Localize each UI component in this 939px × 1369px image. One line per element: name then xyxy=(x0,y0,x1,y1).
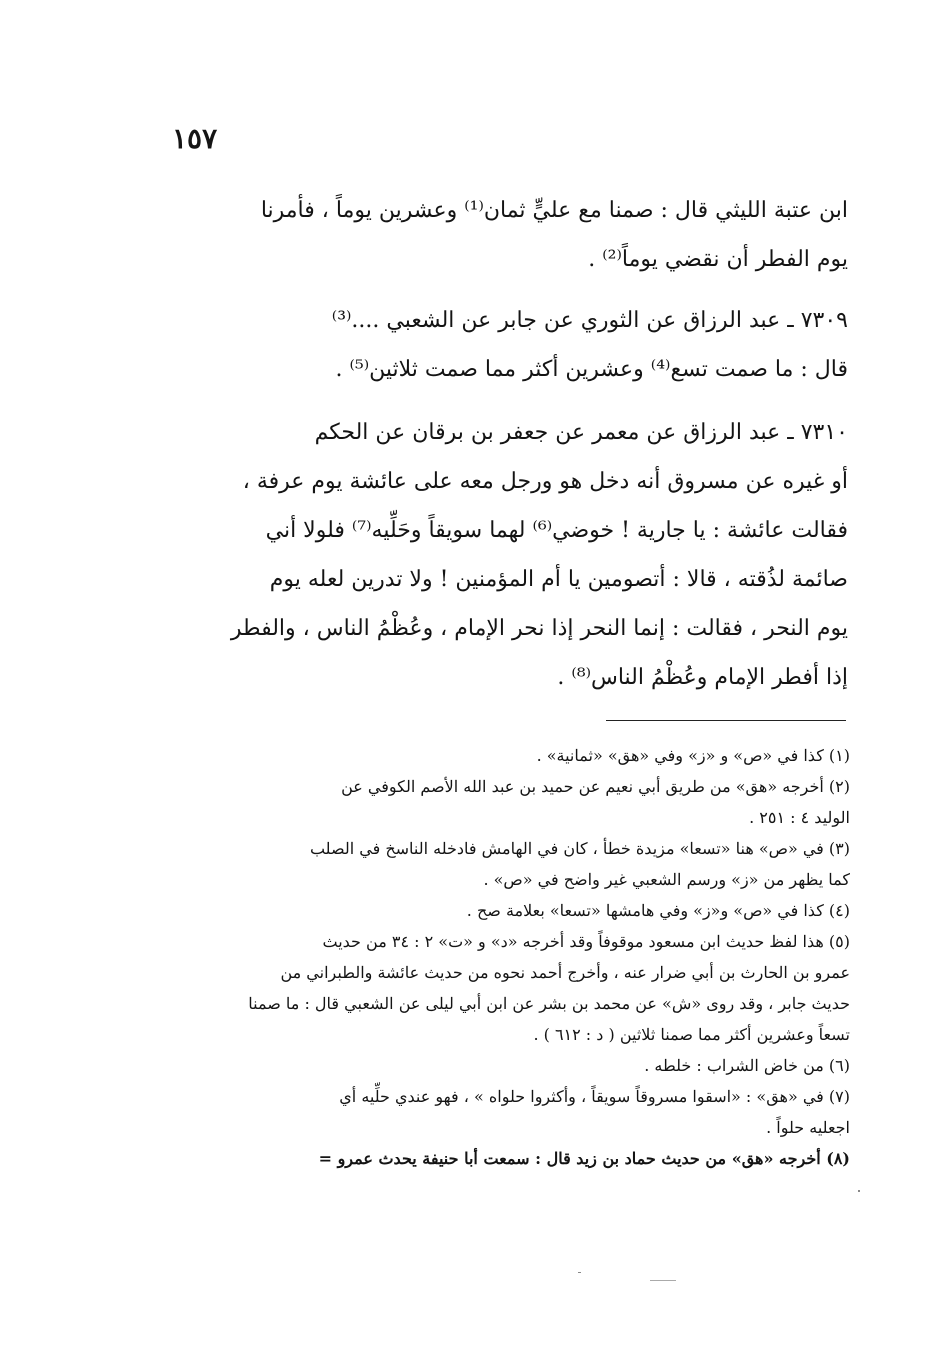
footnote-2: (٢) أخرجه «هق» من طريق أبي نعيم عن حميد بن عبد الله الأصم الكوفي عن الوليد ٤ : ٢٥١ . xyxy=(341,777,850,827)
scan-speck xyxy=(650,1280,676,1281)
main-text xyxy=(172,186,848,716)
footnote-5: (٥) هذا لفظ حديث ابن مسعود موقوفاً وقد أخرجه «د» و «ت» ٢ : ٣٤ من حديث عمرو بن الحارث بن أبي ضرار عنه ، وأخرج أحمد نحوه من حديث عائشة والطبراني من حديث جابر ، وقد روى «ش» عن محمد بن بشر عن ابن أبي ليلى عن الشعبي قال : ما صمنا تسعاً وعشرين أكثر مما صمنا ثلاثين ( د : ٦١٢ ) . xyxy=(248,932,850,1044)
page-number: ١٥٧ xyxy=(172,122,218,155)
footnote-3: (٣) في «ص» هنا «تسعا» مزيدة خطأ ، كان في الهامش فادخله الناسخ في الصلب كما يظهر من «ز» ورسم الشعبي غير واضح في «ص» . xyxy=(309,839,850,889)
paragraph-hadith-7310: ٧٣١٠ ـ عبد الرزاق عن معمر عن جعفر بن برقان عن الحكم أو غيره عن مسروق أنه دخل هو ورجل معه على عائشة يوم عرفة ، فقالت عائشة : يا جارية ! خوضي⁽⁶⁾ لهما سويقاً وحَلِّيه⁽⁷⁾ فلولا أني صائمة لذُقته ، قالا : أتصومين يا أم المؤمنين ! ولا تدرين لعله يوم يوم النحر ، فقالت : إنما النحر إذا نحر الإمام ، وعُظْمُ الناس ، والفطر إذا أفطر الإمام وعُظْمُ الناس⁽⁸⁾ . xyxy=(230,420,848,690)
scan-speck xyxy=(858,1190,860,1192)
footnote-4: (٤) كذا في «ص» و«ز» وفي هامشها «تسعا» بعلامة صح . xyxy=(466,901,850,920)
paragraph-continuation: ابن عتبة الليثي قال : صمنا مع عليٍّ ثمان⁽¹⁾ وعشرين يوماً ، فأمرنا يوم الفطر أن نقضي يوماً⁽²⁾ . xyxy=(260,198,848,272)
paragraph-hadith-7309: ٧٣٠٩ ـ عبد الرزاق عن الثوري عن جابر عن الشعبي ....⁽³⁾ قال : ما صمت تسع⁽⁴⁾ وعشرين أكثر مما صمت ثلاثين⁽⁵⁾ . xyxy=(331,308,848,382)
footnotes xyxy=(162,740,850,1174)
scan-speck xyxy=(578,1272,581,1273)
footnote-8: (٨) أخرجه «هق» من حديث حماد بن زيد قال : سمعت أبا حنيفة يحدث عمرو = xyxy=(318,1149,850,1168)
footnote-7: (٧) في «هق» : «اسقوا مسروقاً سويقاً ، وأكثروا حلواه » ، فهو عندي حلِّيه أي اجعليه حلواً . xyxy=(339,1087,850,1137)
footnote-1: (١) كذا في «ص» و «ز» وفي «هق» «ثمانية» . xyxy=(536,746,850,765)
footnote-divider xyxy=(606,720,846,721)
footnote-6: (٦) من خاض الشراب : خلطه . xyxy=(644,1056,850,1075)
